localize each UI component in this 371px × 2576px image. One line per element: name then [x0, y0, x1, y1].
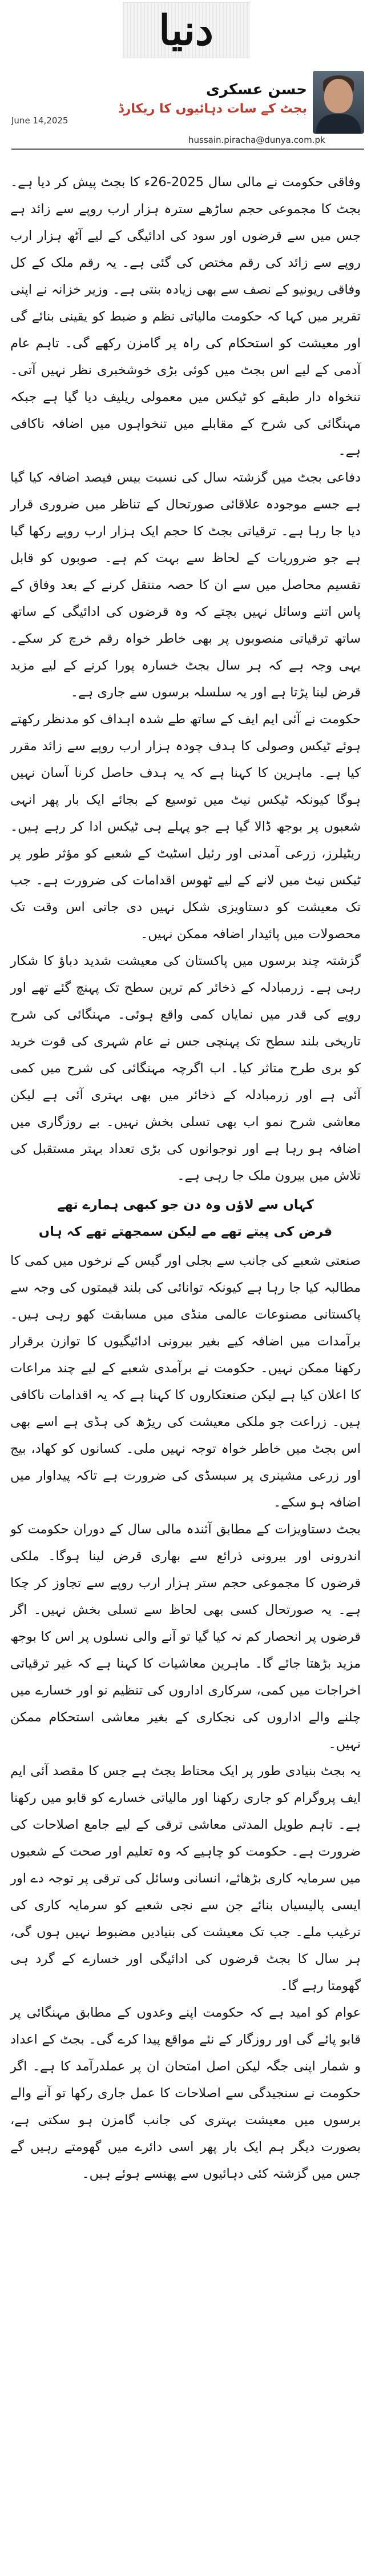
article-paragraph: حکومت نے آئی ایم ایف کے ساتھ طے شدہ اہداف کو مدنظر رکھتے ہوئے ٹیکس وصولی کا ہدف چودہ ہزار ارب روپے سے زائد مقرر کیا ہے۔ ماہرین کا کہنا ہے کہ یہ ہدف حاصل کرنا آسان نہیں ہوگا کیونکہ ٹیکس نیٹ میں توسیع کے بجائے ایک بار پھر انہی شعبوں پر بوجھ ڈالا گیا ہے جو پہلے ہی ٹیکس ادا کر رہے ہیں۔ ریٹیلرز، زرعی آمدنی اور رئیل اسٹیٹ کے شعبے کو مؤثر طور پر ٹیکس نیٹ میں لانے کے لیے ٹھوس اقدامات کی ضرورت ہے۔ جب تک معیشت کو دستاویزی شکل نہیں دی جاتی اس وقت تک محصولات میں پائیدار اضافہ ممکن نہیں۔	[10, 712, 361, 942]
author-photo-suit	[316, 114, 361, 134]
verse-couplet	[10, 1192, 361, 1245]
author-photo-face	[324, 79, 353, 113]
author-photo	[313, 71, 364, 134]
masthead	[0, 0, 371, 80]
article-body	[10, 169, 361, 2188]
header-divider	[11, 149, 364, 150]
article-date: June 14,2025	[11, 115, 68, 126]
article-paragraph: یہ بجٹ بنیادی طور پر ایک محتاط بجٹ ہے جس کا مقصد آئی ایم ایف پروگرام کو جاری رکھنا اور مالیاتی خسارے کو قابو میں رکھنا ہے۔ تاہم طویل المدتی معاشی ترقی کے لیے جامع اصلاحات کی ضرورت ہے۔ حکومت کو چاہیے کہ وہ تعلیم اور صحت کے شعبوں میں سرمایہ کاری بڑھائے، انسانی وسائل کی ترقی پر توجہ دے اور ایسی پالیسیاں بنائے جن سے نجی شعبے کو سرمایہ کاری کی ترغیب ملے۔ جب تک معیشت کی بنیادیں مضبوط نہیں ہوں گی، ہر سال کا بجٹ قرضوں کی ادائیگی اور خسارے کے گرد ہی گھومتا رہے گا۔	[10, 1764, 361, 1993]
byline	[0, 71, 371, 162]
article-paragraph: عوام کو امید ہے کہ حکومت اپنے وعدوں کے مطابق مہنگائی پر قابو پائے گی اور روزگار کے نئے مواقع پیدا کرے گی۔ بجٹ کے اعداد و شمار اپنی جگہ لیکن اصل امتحان ان پر عملدرآمد کا ہے۔ اگر حکومت نے سنجیدگی سے اصلاحات کا عمل جاری رکھا تو آنے والے برسوں میں معیشت بہتری کی جانب گامزن ہو سکتی ہے، بصورت دیگر ہم ایک بار پھر اسی دائرے میں گھومتے رہیں گے جس میں گزشتہ کئی دہائیوں سے پھنسے ہوئے ہیں۔	[10, 2005, 361, 2181]
article-paragraph: بجٹ دستاویزات کے مطابق آئندہ مالی سال کے دوران حکومت کو اندرونی اور بیرونی ذرائع سے بھاری قرض لینا ہوگا۔ ملکی قرضوں کا مجموعی حجم ستر ہزار ارب روپے سے تجاوز کر چکا ہے۔ یہ صورتحال کسی بھی لحاظ سے تسلی بخش نہیں۔ اگر قرضوں پر انحصار کم نہ کیا گیا تو آنے والی نسلوں پر اس کا بوجھ مزید بڑھتا جائے گا۔ ماہرین معاشیات کا کہنا ہے کہ غیر ترقیاتی اخراجات میں کمی، سرکاری اداروں کی تنظیم نو اور خسارے میں چلنے والے اداروں کی نجکاری کے بغیر معاشی استحکام ممکن نہیں۔	[10, 1522, 361, 1752]
verse-line2: قرض کی پیتے تھے مے لیکن سمجھتے تھے کہ ہاں	[38, 1224, 333, 1239]
article-paragraph: گزشتہ چند برسوں میں پاکستان کی معیشت شدید دباؤ کا شکار رہی ہے۔ زرمبادلہ کے ذخائر کم ترین سطح تک پہنچ گئے تھے اور روپے کی قدر میں نمایاں کمی واقع ہوئی۔ مہنگائی کی شرح تاریخی بلند سطح تک پہنچی جس نے عام شہری کی قوت خرید کو بری طرح متاثر کیا۔ اب اگرچہ مہنگائی کی شرح میں کمی آئی ہے اور زرمبادلہ کے ذخائر میں بھی بہتری آئی ہے لیکن معاشی شرح نمو اب بھی تسلی بخش نہیں۔ بے روزگاری میں اضافہ ہو رہا ہے اور نوجوانوں کی بڑی تعداد بہتر مستقبل کی تلاش میں بیرون ملک جا رہی ہے۔	[10, 954, 361, 1183]
verse-line1: کہاں سے لاؤں وہ دن جو کبھی ہمارے تھے	[57, 1197, 314, 1212]
article-paragraph: صنعتی شعبے کی جانب سے بجلی اور گیس کے نرخوں میں کمی کا مطالبہ کیا جا رہا ہے کیونکہ توانائی کی بلند قیمتوں کی وجہ سے پاکستانی مصنوعات عالمی منڈی میں مسابقت کھو رہی ہیں۔ برآمدات میں اضافہ کیے بغیر بیرونی ادائیگیوں کا توازن برقرار رکھنا ممکن نہیں۔ حکومت نے برآمدی شعبے کے لیے چند مراعات کا اعلان کیا ہے لیکن صنعتکاروں کا کہنا ہے کہ یہ اقدامات ناکافی ہیں۔ زراعت جو ملکی معیشت کی ریڑھ کی ہڈی ہے اسے بھی اس بجٹ میں خاطر خواہ توجہ نہیں ملی۔ کسانوں کو کھاد، بیج اور زرعی مشینری پر سبسڈی کی ضرورت ہے تاکہ پیداوار میں اضافہ ہو سکے۔	[10, 1253, 361, 1510]
author-email[interactable]: hussain.piracha@dunya.com.pk	[188, 135, 325, 145]
newspaper-logo[interactable]	[123, 2, 249, 58]
author-name[interactable]: حسن عسکری	[206, 81, 307, 98]
column-title: بجٹ کے سات دہائیوں کا ریکارڈ	[118, 102, 307, 116]
logo-text: دنیا	[159, 6, 213, 54]
article-paragraph: دفاعی بجٹ میں گزشتہ سال کی نسبت بیس فیصد اضافہ کیا گیا ہے جسے موجودہ علاقائی صورتحال کے تناظر میں ضروری قرار دیا جا رہا ہے۔ ترقیاتی بجٹ کا حجم ایک ہزار ارب روپے رکھا گیا ہے جو ضروریات کے لحاظ سے بہت کم ہے۔ صوبوں کو قابل تقسیم محاصل میں سے ان کا حصہ منتقل کرنے کے بعد وفاق کے پاس اتنے وسائل نہیں بچتے کہ وہ قرضوں کی ادائیگی کے ساتھ ساتھ ترقیاتی منصوبوں پر بھی خاطر خواہ رقم خرچ کر سکے۔ یہی وجہ ہے کہ ہر سال بجٹ خسارہ پورا کرنے کے لیے مزید قرض لینا پڑتا ہے اور یہ سلسلہ برسوں سے جاری ہے۔	[10, 470, 361, 700]
article-paragraph: وفاقی حکومت نے مالی سال 2025-26ء کا بجٹ پیش کر دیا ہے۔ بجٹ کا مجموعی حجم ساڑھے سترہ ہزار ارب روپے سے زائد ہے جس میں سے قرضوں اور سود کی ادائیگی کے لیے آٹھ ہزار ارب روپے سے زائد کی رقم مختص کی گئی ہے۔ یہ رقم ملک کے کل وفاقی ریونیو کے نصف سے بھی زیادہ بنتی ہے۔ وزیر خزانہ نے اپنی تقریر میں کہا کہ حکومت مالیاتی نظم و ضبط کو یقینی بنائے گی اور معیشت کو استحکام کی راہ پر گامزن رکھے گی۔ تاہم عام آدمی کے لیے اس بجٹ میں کوئی بڑی خوشخبری نظر نہیں آتی۔ تنخواہ دار طبقے کو ٹیکس میں معمولی ریلیف دیا گیا ہے جبکہ مہنگائی کی شرح کے مقابلے میں تنخواہوں میں اضافہ ناکافی ہے۔	[10, 175, 361, 458]
